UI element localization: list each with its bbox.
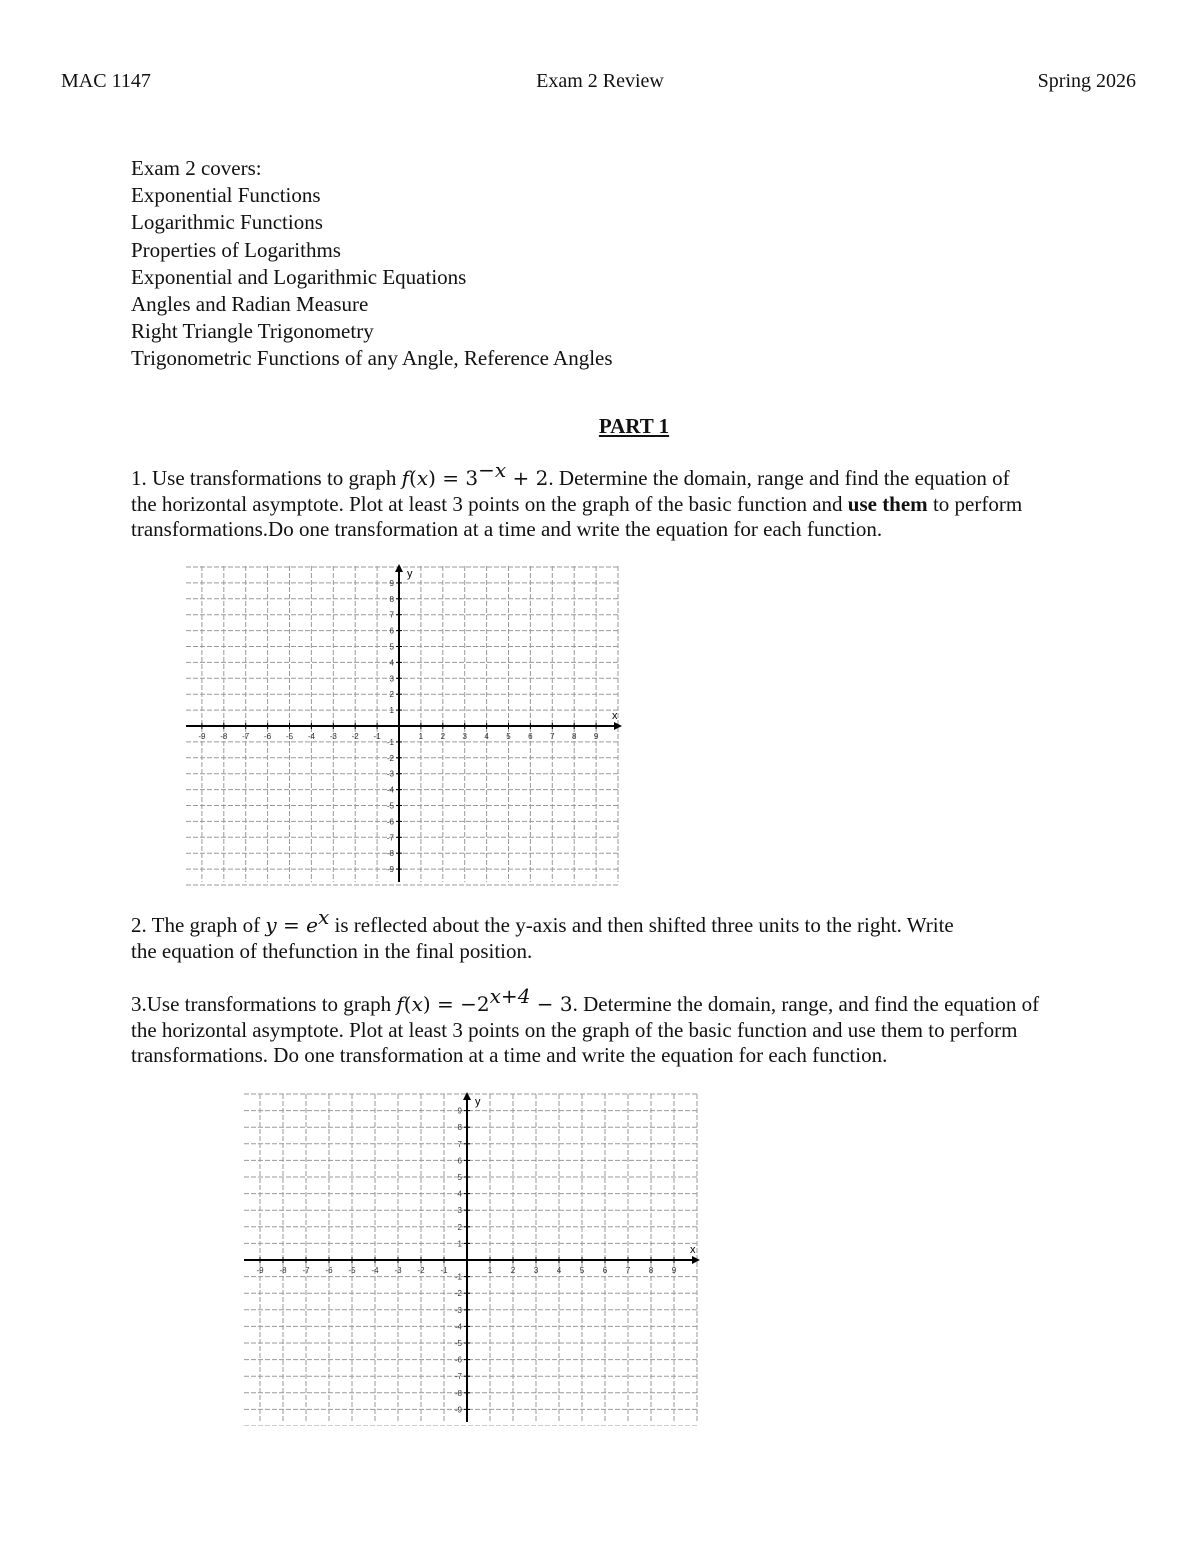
- y-tick-label: -5: [454, 1339, 462, 1348]
- question-3-line-3: transformations. Do one transformation at a time and write the equation for each function.: [131, 1043, 888, 1067]
- topic-item: Trigonometric Functions of any Angle, Reference Angles: [131, 346, 613, 371]
- x-tick-label: 6: [602, 1266, 608, 1275]
- y-tick-label: -4: [386, 785, 394, 795]
- part-heading: PART 1: [598, 414, 670, 438]
- topic-item: Exponential Functions: [131, 183, 321, 208]
- x-tick-label: 7: [625, 1266, 631, 1275]
- question-1: [131, 458, 1141, 543]
- x-tick-label: -7: [242, 732, 250, 741]
- question-2-line-2: the equation of thefunction in the final position.: [131, 938, 533, 963]
- y-axis-label: y: [407, 568, 413, 580]
- q1-equals: =: [435, 466, 466, 490]
- y-tick-label: 5: [389, 642, 394, 652]
- topic-item: Exponential and Logarithmic Equations: [131, 264, 467, 289]
- y-tick-label: 4: [457, 1189, 462, 1199]
- y-axis-arrow: [463, 1092, 471, 1100]
- x-tick-label: 4: [556, 1266, 562, 1275]
- y-tick-label: -8: [386, 849, 394, 859]
- x-tick-label: -2: [351, 732, 359, 741]
- y-tick-label: 1: [457, 1239, 462, 1249]
- x-tick-label: -9: [256, 1266, 264, 1275]
- y-tick-label: -9: [386, 865, 394, 875]
- y-tick-label: 2: [457, 1222, 462, 1232]
- x-axis-arrow: [692, 1256, 700, 1264]
- exam-covers-list: [131, 155, 613, 373]
- q1-paren: ): [428, 466, 436, 490]
- x-tick-label: 2: [440, 732, 446, 741]
- question-1-line-3: transformations.Do one transformation at a time and write the equation for each function.: [131, 517, 883, 541]
- x-tick-label: -3: [329, 732, 337, 741]
- q3-prefix: 3.Use transformations to graph: [131, 992, 397, 1016]
- x-tick-label: 5: [579, 1266, 585, 1275]
- x-tick-label: 3: [462, 732, 467, 741]
- coordinate-grid-1: [182, 562, 624, 886]
- q1-text: . Determine the domain, range and find the equation of: [548, 466, 1010, 490]
- coordinate-grid-2: [240, 1090, 702, 1426]
- q3-paren: ): [422, 992, 431, 1016]
- q3-variable: x: [411, 992, 423, 1016]
- y-tick-label: -9: [454, 1405, 462, 1415]
- q2-equals: =: [276, 913, 307, 937]
- question-3: [131, 984, 1141, 1069]
- topic-item: Angles and Radian Measure: [131, 292, 369, 317]
- y-tick-label: 3: [389, 674, 394, 684]
- y-tick-label: -2: [454, 1289, 462, 1299]
- y-tick-label: -3: [386, 769, 394, 779]
- q3-paren: (: [403, 992, 412, 1016]
- question-3-line-2: the horizontal asymptote. Plot at least 3 points on the graph of the basic function and use them to perform: [131, 1017, 1018, 1042]
- y-tick-label: -1: [454, 1272, 462, 1282]
- x-tick-label: 2: [510, 1266, 516, 1275]
- q1-variable: x: [416, 466, 429, 490]
- question-2-line-1: [131, 905, 1141, 939]
- q1-exponent: −x: [478, 458, 507, 482]
- q1-text: to perform: [927, 491, 1023, 516]
- x-tick-label: 5: [506, 732, 511, 741]
- topic-item: Right Triangle Trigonometry: [131, 319, 374, 344]
- x-tick-label: -1: [373, 732, 381, 741]
- y-axis-arrow: [395, 564, 403, 572]
- x-tick-label: 4: [484, 732, 489, 741]
- x-tick-label: 8: [571, 732, 577, 741]
- y-tick-label: 9: [389, 578, 394, 588]
- y-tick-label: 3: [457, 1206, 462, 1216]
- y-tick-label: -4: [454, 1322, 462, 1332]
- x-tick-label: -8: [279, 1266, 287, 1275]
- y-tick-label: -1: [386, 737, 394, 747]
- y-tick-label: 8: [389, 594, 394, 604]
- x-tick-label: -2: [417, 1266, 425, 1275]
- q1-function-name: f: [401, 466, 410, 490]
- x-tick-label: -6: [264, 732, 272, 741]
- x-tick-label: 1: [487, 1266, 493, 1275]
- y-tick-label: -7: [386, 833, 394, 843]
- q2-text: is reflected about the y-axis and then shifted three units to the right. Write: [329, 913, 954, 937]
- y-tick-label: -6: [386, 817, 394, 827]
- y-tick-label: 9: [457, 1106, 462, 1116]
- q2-exponent: x: [317, 905, 330, 929]
- q3-function-name: f: [396, 992, 404, 1016]
- question-3-line-1: [131, 984, 1141, 1018]
- x-tick-label: -3: [394, 1266, 402, 1275]
- x-tick-label: -9: [198, 732, 206, 741]
- x-tick-label: 3: [533, 1266, 539, 1275]
- x-axis-label: x: [690, 1244, 696, 1256]
- q1-base: 3: [465, 466, 479, 490]
- x-tick-label: -5: [285, 732, 294, 741]
- x-axis-label: x: [612, 710, 618, 722]
- x-tick-label: 7: [550, 732, 555, 741]
- q1-prefix: 1. Use transformations to graph: [131, 466, 402, 490]
- x-tick-label: -6: [325, 1266, 333, 1275]
- q3-constant: − 3: [530, 992, 573, 1016]
- x-tick-label: -7: [302, 1266, 310, 1275]
- q3-base: −2: [460, 992, 490, 1016]
- q2-variable: y: [265, 913, 277, 937]
- term-label: Spring 2026: [1037, 70, 1136, 92]
- q3-exponent: x+4: [489, 984, 531, 1008]
- x-tick-label: -8: [220, 732, 228, 741]
- y-tick-label: 7: [389, 610, 394, 620]
- x-tick-label: -1: [440, 1266, 448, 1275]
- x-tick-label: 6: [528, 732, 533, 741]
- topic-item: Properties of Logarithms: [131, 237, 341, 262]
- y-tick-label: -2: [386, 753, 394, 763]
- q1-constant: + 2: [506, 466, 549, 490]
- q1-paren: (: [409, 466, 417, 490]
- covers-heading: Exam 2 covers:: [131, 156, 262, 180]
- q2-base: e: [306, 913, 318, 937]
- x-tick-label: 1: [418, 732, 424, 741]
- q3-text: . Determine the domain, range, and find the equation of: [572, 992, 1040, 1016]
- x-tick-label: 9: [671, 1266, 677, 1275]
- x-tick-label: -4: [371, 1266, 379, 1275]
- q1-bold-text: use them: [847, 491, 928, 516]
- x-tick-label: 9: [593, 732, 599, 741]
- x-tick-label: 8: [648, 1266, 654, 1275]
- y-tick-label: -7: [454, 1372, 462, 1382]
- y-tick-label: -3: [454, 1305, 462, 1315]
- y-tick-label: 1: [389, 706, 394, 716]
- y-tick-label: -5: [386, 801, 394, 811]
- y-tick-label: -6: [454, 1355, 462, 1365]
- q1-text: the horizontal asymptote. Plot at least 3 points on the graph of the basic function and: [131, 491, 848, 516]
- question-2: [131, 905, 1141, 964]
- y-tick-label: 7: [457, 1139, 462, 1149]
- y-tick-label: -8: [454, 1388, 462, 1398]
- y-tick-label: 6: [389, 626, 394, 636]
- y-tick-label: 2: [389, 690, 394, 700]
- q2-prefix: 2. The graph of: [131, 913, 266, 937]
- x-tick-label: -4: [307, 732, 315, 741]
- y-tick-label: 4: [389, 658, 394, 668]
- y-tick-label: 8: [457, 1123, 462, 1133]
- topic-item: Logarithmic Functions: [131, 210, 323, 235]
- q3-equals: =: [430, 992, 461, 1016]
- y-tick-label: 5: [457, 1173, 462, 1182]
- question-1-line-1: [131, 458, 1141, 492]
- question-1-line-2: [131, 492, 1141, 518]
- x-tick-label: -5: [348, 1266, 356, 1275]
- y-tick-label: 6: [457, 1156, 462, 1166]
- y-axis-label: y: [475, 1096, 481, 1108]
- course-code: MAC 1147: [61, 70, 151, 92]
- document-title: Exam 2 Review: [536, 70, 664, 92]
